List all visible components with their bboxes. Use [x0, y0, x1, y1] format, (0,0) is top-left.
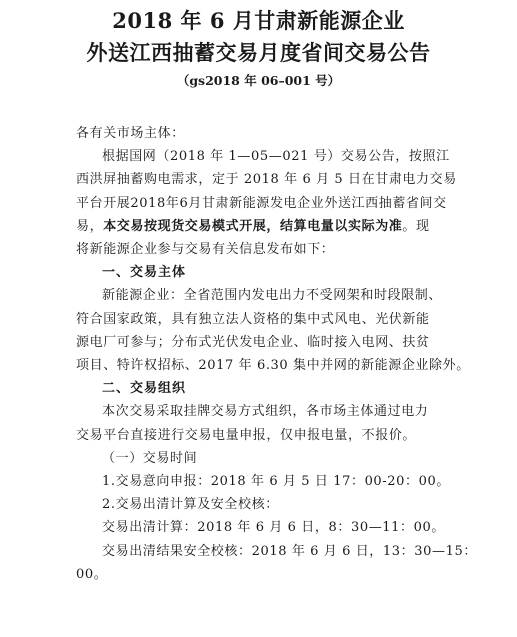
section2-line1: 本次交易采取挂牌交易方式组织，各市场主体通过电力	[102, 404, 429, 420]
para1-bold-statement: 本交易按现货交易模式开展，结算电量以实际为准	[103, 218, 403, 234]
para1-line3: 平台开展2018年6月甘肃新能源发电企业外送江西抽蓄省间交	[76, 195, 447, 211]
section1-line4: 项目、特许权招标、2017 年 6.30 集中并网的新能源企业除外。	[76, 358, 470, 374]
para1-line4-suffix: 。现	[402, 218, 430, 234]
greeting: 各有关市场主体：	[76, 126, 185, 141]
section1-line1: 新能源企业：全省范围内发电出力不受网架和时段限制、	[102, 288, 443, 304]
doc-number: （gs2018 年 06–001 号）	[176, 73, 341, 88]
document-body	[76, 122, 477, 586]
section1-line3: 源电厂可参与；分布式光伏发电企业、临时接入电网、扶贫	[76, 334, 430, 350]
section2-heading: 二、交易组织	[102, 381, 187, 397]
para1-line4-prefix: 易，	[76, 218, 104, 234]
section1-line2: 符合国家政策，具有独立法人资格的集中式风电、光伏新能	[76, 311, 430, 327]
item2: 2.交易出清计算及安全校核：	[102, 497, 279, 513]
item2b: 交易出清结果安全校核：2018 年 6 月 6 日，13：30—15：	[102, 543, 477, 559]
para1-line5: 将新能源企业参与交易有关信息发布如下：	[76, 242, 335, 258]
doc-title-line1: 2018 年 6 月甘肃新能源企业	[112, 8, 405, 33]
item2a: 交易出清计算：2018 年 6 月 6 日，8：30—11：00。	[102, 520, 445, 536]
section1-heading: 一、交易主体	[102, 265, 187, 281]
section2-line2: 交易平台直接进行交易电量申报，仅申报电量，不报价。	[76, 427, 417, 443]
para1-line2: 西洪屏抽蓄购电需求，定于 2018 年 6 月 5 日在甘肃电力交易	[76, 172, 457, 188]
item1: 1.交易意向申报：2018 年 6 月 5 日 17：00-20：00。	[102, 474, 450, 490]
doc-title-line2: 外送江西抽蓄交易月度省间交易公告	[86, 40, 431, 65]
para1-line1: 根据国网（2018 年 1—05—021 号）交易公告，按照江	[102, 149, 450, 165]
sub1-heading: （一）交易时间	[102, 450, 198, 466]
para1-line4	[76, 215, 448, 238]
item2b-continuation: 00。	[76, 566, 108, 582]
